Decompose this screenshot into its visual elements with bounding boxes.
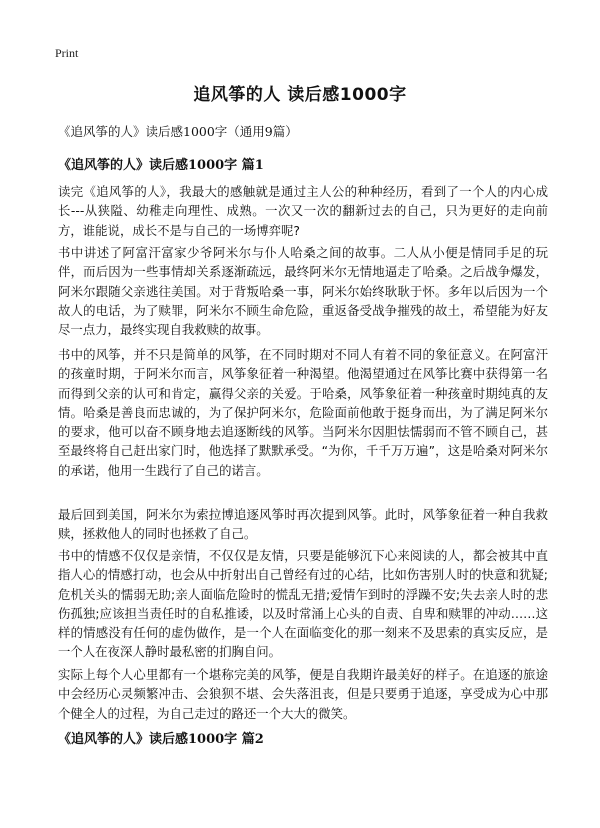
paragraph-3: 书中的风筝，并不只是简单的风筝，在不同时期对不同人有着不同的象征意义。在阿富汗的孩童时期，于阿米尔而言，风筝象征着一种渴望。他渴望通过在风筝比赛中获得第一名而得到父亲的认可和肯定，赢得父亲的关爱。于哈桑，风筝象征着一种孩童时期纯真的友情。哈桑是善良而忠诚的，为了保护阿米尔，危险面前他敢于挺身而出，为了满足阿米尔的要求，他可以奋不顾身地去追逐断线的风筝。当阿米尔因胆怯懦弱而不管不顾自己，甚至最终将自己赶出家门时，他选择了默默承受。“为你，千千万万遍”，这是哈桑对阿米尔的承诺，他用一生践行了自己的诺言。 — [58, 347, 548, 478]
paragraph-6: 实际上每个人心里都有一个堪称完美的风筝，便是自我期许最美好的样子。在追逐的旅途中会经历心灵频繁冲击、会狼狈不堪、会失落沮丧，但是只要勇于追逐，享受成为心中那个健全人的过程，为自己走过的路还一个大大的微笑。 — [58, 667, 548, 721]
section-heading-1: 《追风筝的人》读后感1000字 篇1 — [58, 158, 264, 173]
paragraph-2: 书中讲述了阿富汗富家少爷阿米尔与仆人哈桑之间的故事。二人从小便是情同手足的玩伴，而后因为一些事情却关系逐渐疏远，最终阿米尔无情地逼走了哈桑。之后战争爆发，阿米尔跟随父亲逃往美国。对于背叛哈桑一事，阿米尔始终耿耿于怀。多年以后因为一个故人的电话，为了赎罪，阿米尔不顾生命危险，重返备受战争摧残的故土，希望能为好友尽一点力，最终实现自我救赎的故事。 — [58, 245, 548, 338]
print-label: Print — [55, 46, 79, 60]
paragraph-4: 最后回到美国，阿米尔为索拉博追逐风筝时再次提到风筝。此时，风筝象征着一种自我救赎，拯救他人的同时也拯救了自己。 — [58, 507, 548, 542]
paragraph-5: 书中的情感不仅仅是亲情，不仅仅是友情，只要是能够沉下心来阅读的人，都会被其中直指人心的情感打动，也会从中折射出自己曾经有过的心结，比如伤害别人时的快意和犹疑;危机关头的懦弱无助;亲人面临危险时的慌乱无措;爱情乍到时的浮躁不安;失去亲人时的悲伤孤独;应该担当责任时的自私推诿，以及时常涌上心头的自责、自卑和赎罪的冲动……这样的情感没有任何的虚伪做作，是一个人在面临变化的那一刻来不及思索的真实反应，是一个人在夜深人静时最私密的扪胸自问。 — [58, 548, 548, 660]
page-title: 追风筝的人 读后感1000字 — [193, 85, 407, 105]
document-subtitle: 《追风筝的人》读后感1000字（通用9篇） — [58, 124, 298, 139]
section-heading-2: 《追风筝的人》读后感1000字 篇2 — [58, 732, 264, 747]
paragraph-1: 读完《追风筝的人》，我最大的感触就是通过主人公的种种经历，看到了一个人的内心成长---从狭隘、幼稚走向理性、成熟。一次又一次的翻新过去的自己，只为更好的走向前方，谁能说，成长不是与自己的一场博弈呢? — [58, 184, 548, 238]
